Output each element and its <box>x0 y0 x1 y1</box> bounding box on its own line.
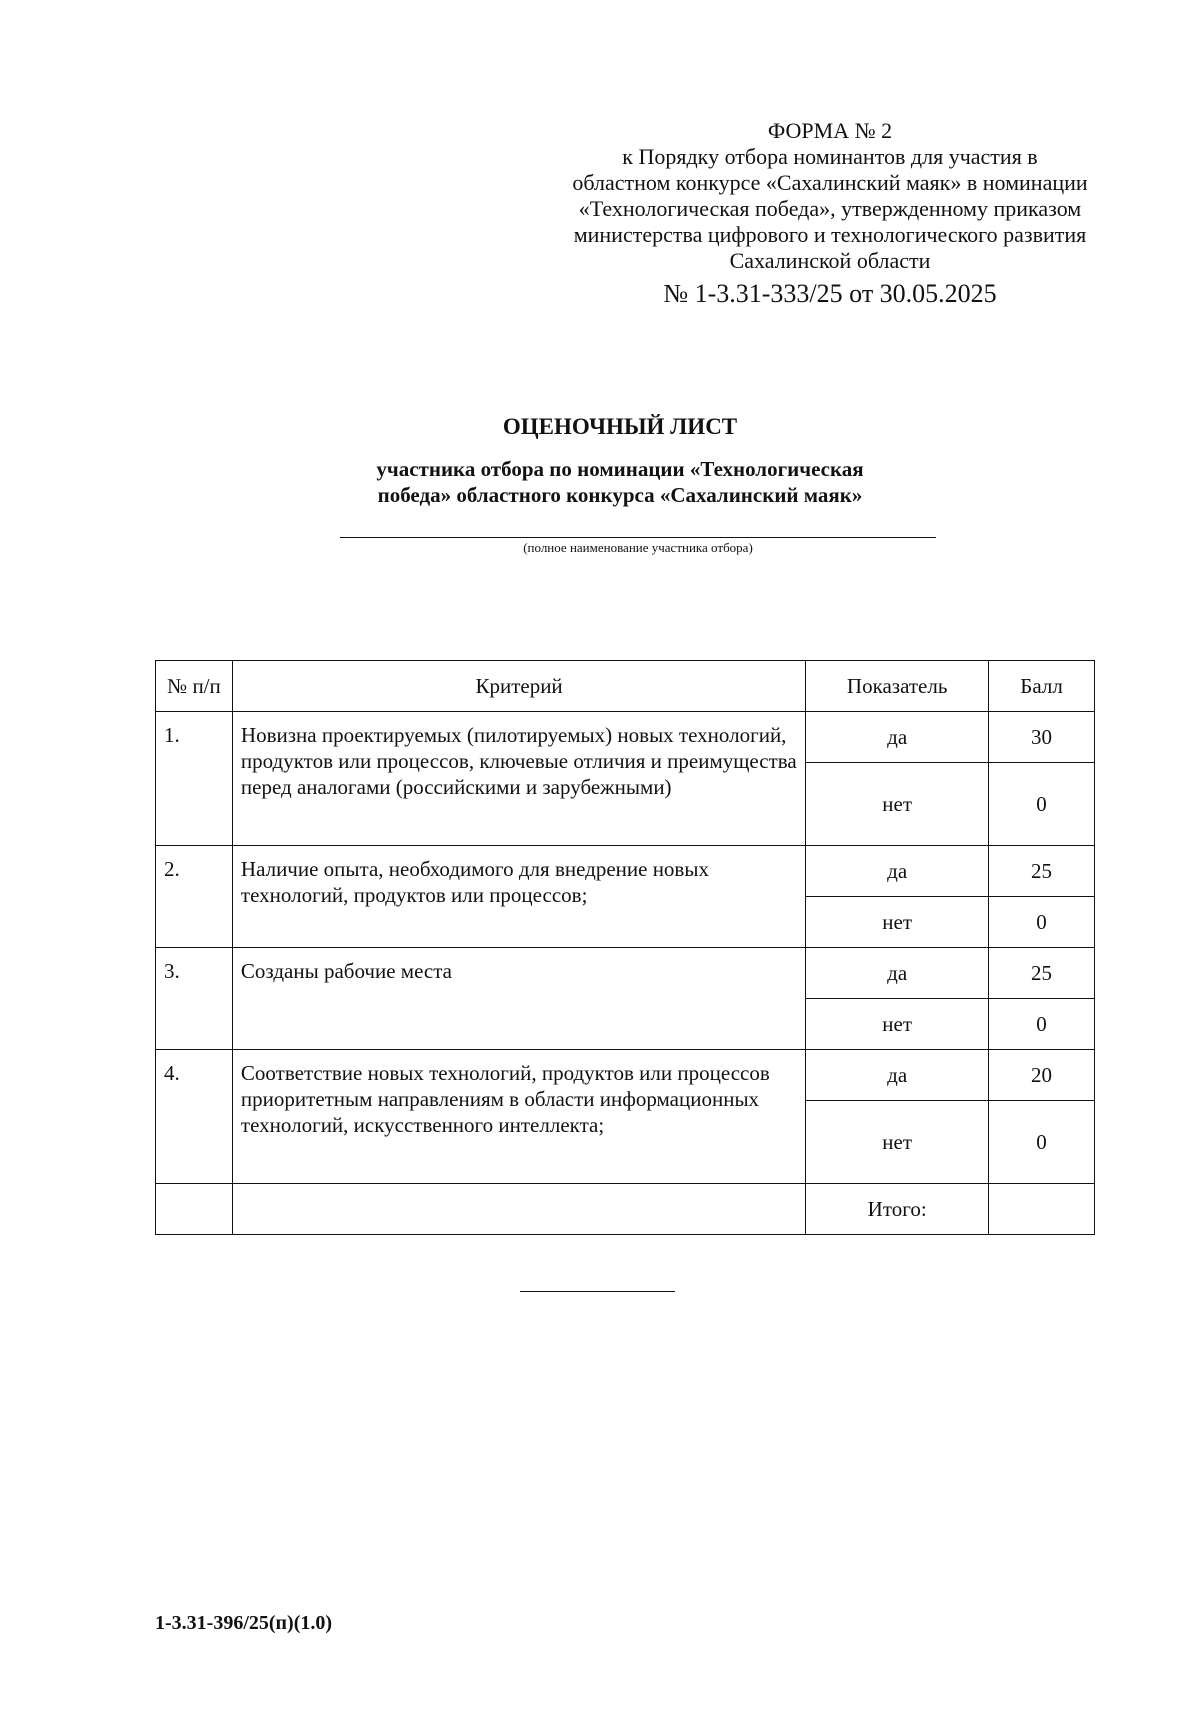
score-cell: 0 <box>989 1101 1095 1184</box>
score-cell: 30 <box>989 712 1095 763</box>
criterion-text: Созданы рабочие места <box>232 948 805 1050</box>
indicator-cell: нет <box>806 897 989 948</box>
indicator-cell: да <box>806 948 989 999</box>
approval-block <box>520 118 1140 310</box>
indicator-cell: нет <box>806 1101 989 1184</box>
indicator-cell: да <box>806 712 989 763</box>
total-empty-cell <box>156 1184 233 1235</box>
evaluation-table <box>155 660 1095 1235</box>
criterion-text: Новизна проектируемых (пилотируемых) новых технологий, продуктов или процессов, ключевые отличия и преимущества перед аналогами (российскими и зарубежными) <box>232 712 805 846</box>
criterion-text: Соответствие новых технологий, продуктов или процессов приоритетным направлениям в области информационных технологий, искусственного интеллекта; <box>232 1050 805 1184</box>
document-subtitle <box>300 456 940 508</box>
order-number: № 1-3.31-333/25 от 30.05.2025 <box>663 279 997 308</box>
indicator-cell: нет <box>806 999 989 1050</box>
table-row <box>156 948 1095 999</box>
participant-name-line <box>340 537 936 538</box>
score-cell: 0 <box>989 999 1095 1050</box>
header-criterion: Критерий <box>232 661 805 712</box>
indicator-cell: нет <box>806 763 989 846</box>
subtitle-line: победа» областного конкурса «Сахалинский маяк» <box>377 483 863 507</box>
row-number: 1. <box>156 712 233 846</box>
row-number: 4. <box>156 1050 233 1184</box>
total-label: Итого: <box>806 1184 989 1235</box>
participant-caption: (полное наименование участника отбора) <box>523 540 753 555</box>
form-label: ФОРМА № 2 <box>767 118 893 143</box>
header-number: № п/п <box>156 661 233 712</box>
indicator-cell: да <box>806 1050 989 1101</box>
approval-line: «Технологическая победа», утвержденному приказом <box>578 196 1082 221</box>
score-cell: 25 <box>989 846 1095 897</box>
approval-line: областном конкурсе «Сахалинский маяк» в номинации <box>572 170 1088 195</box>
row-number: 3. <box>156 948 233 1050</box>
approval-line: министерства цифрового и технологического развития <box>573 222 1087 247</box>
approval-line: к Порядку отбора номинантов для участия в <box>622 144 1038 169</box>
score-cell: 20 <box>989 1050 1095 1101</box>
score-cell: 0 <box>989 897 1095 948</box>
approval-line: Сахалинской области <box>729 248 931 273</box>
header-indicator: Показатель <box>806 661 989 712</box>
subtitle-line: участника отбора по номинации «Технологическая <box>376 457 864 481</box>
total-value <box>989 1184 1095 1235</box>
document-number: 1-3.31-396/25(п)(1.0) <box>155 1612 333 1634</box>
score-cell: 0 <box>989 763 1095 846</box>
total-empty-cell <box>232 1184 805 1235</box>
table-header-row <box>156 661 1095 712</box>
closing-line <box>520 1291 675 1292</box>
table-row <box>156 712 1095 763</box>
criterion-text: Наличие опыта, необходимого для внедрение новых технологий, продуктов или процессов; <box>232 846 805 948</box>
total-row <box>156 1184 1095 1235</box>
header-score: Балл <box>989 661 1095 712</box>
indicator-cell: да <box>806 846 989 897</box>
document-title: ОЦЕНОЧНЫЙ ЛИСТ <box>502 414 738 439</box>
row-number: 2. <box>156 846 233 948</box>
table-row <box>156 846 1095 897</box>
score-cell: 25 <box>989 948 1095 999</box>
table-row <box>156 1050 1095 1101</box>
